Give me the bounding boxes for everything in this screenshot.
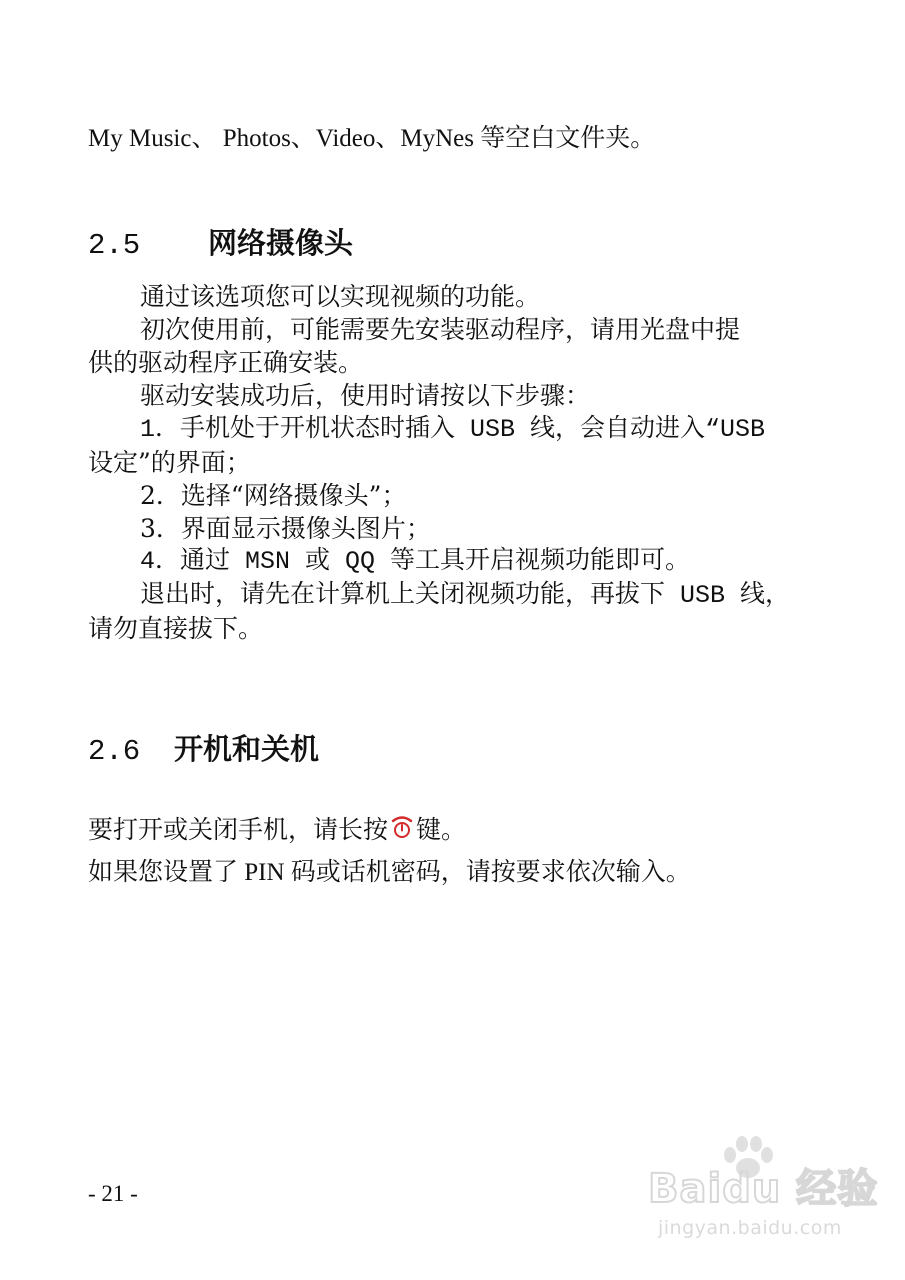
section-heading-2-6 xyxy=(88,732,319,769)
watermark-logo: Baidu 经验 xyxy=(648,1166,879,1212)
page-number: - 21 - xyxy=(88,1181,138,1206)
section-heading-2-5 xyxy=(88,226,353,263)
paragraph-driver-2: 供的驱动程序正确安装。 xyxy=(88,348,364,377)
section-title: 开机和关机 xyxy=(174,732,320,766)
power-key-icon xyxy=(390,814,414,840)
section-number: 2.5 xyxy=(88,229,141,262)
exit-line-2: 请勿直接拔下。 xyxy=(88,614,264,643)
folders-line: My Music、 Photos、Video、MyNes 等空白文件夹。 xyxy=(88,125,656,152)
step-4: 4．通过 MSN 或 QQ 等工具开启视频功能即可。 xyxy=(140,547,691,576)
step-1-line-1: 1．手机处于开机状态时插入 USB 线，会自动进入“USB xyxy=(140,415,766,444)
paragraph-steps-intro: 驱动安装成功后，使用时请按以下步骤： xyxy=(140,381,591,410)
power-instruction-suffix: 键。 xyxy=(416,815,467,844)
paragraph-driver-1: 初次使用前，可能需要先安装驱动程序，请用光盘中提 xyxy=(140,315,741,344)
watermark-url: jingyan.baidu.com xyxy=(658,1217,842,1239)
section-number: 2.6 xyxy=(88,735,141,768)
power-instruction-prefix: 要打开或关闭手机，请长按 xyxy=(88,815,389,844)
paragraph-intro: 通过该选项您可以实现视频的功能。 xyxy=(140,282,541,311)
step-1-line-2: 设定”的界面； xyxy=(88,448,251,477)
exit-line-1: 退出时，请先在计算机上关闭视频功能，再拔下 USB 线， xyxy=(140,581,791,610)
baidu-watermark xyxy=(640,1135,890,1255)
step-2: 2．选择“网络摄像头”； xyxy=(140,481,407,510)
pin-instruction: 如果您设置了 PIN 码或话机密码，请按要求依次输入。 xyxy=(88,859,691,886)
section-title: 网络摄像头 xyxy=(208,226,354,260)
step-3: 3．界面显示摄像头图片； xyxy=(140,514,431,543)
power-instruction xyxy=(88,814,466,845)
